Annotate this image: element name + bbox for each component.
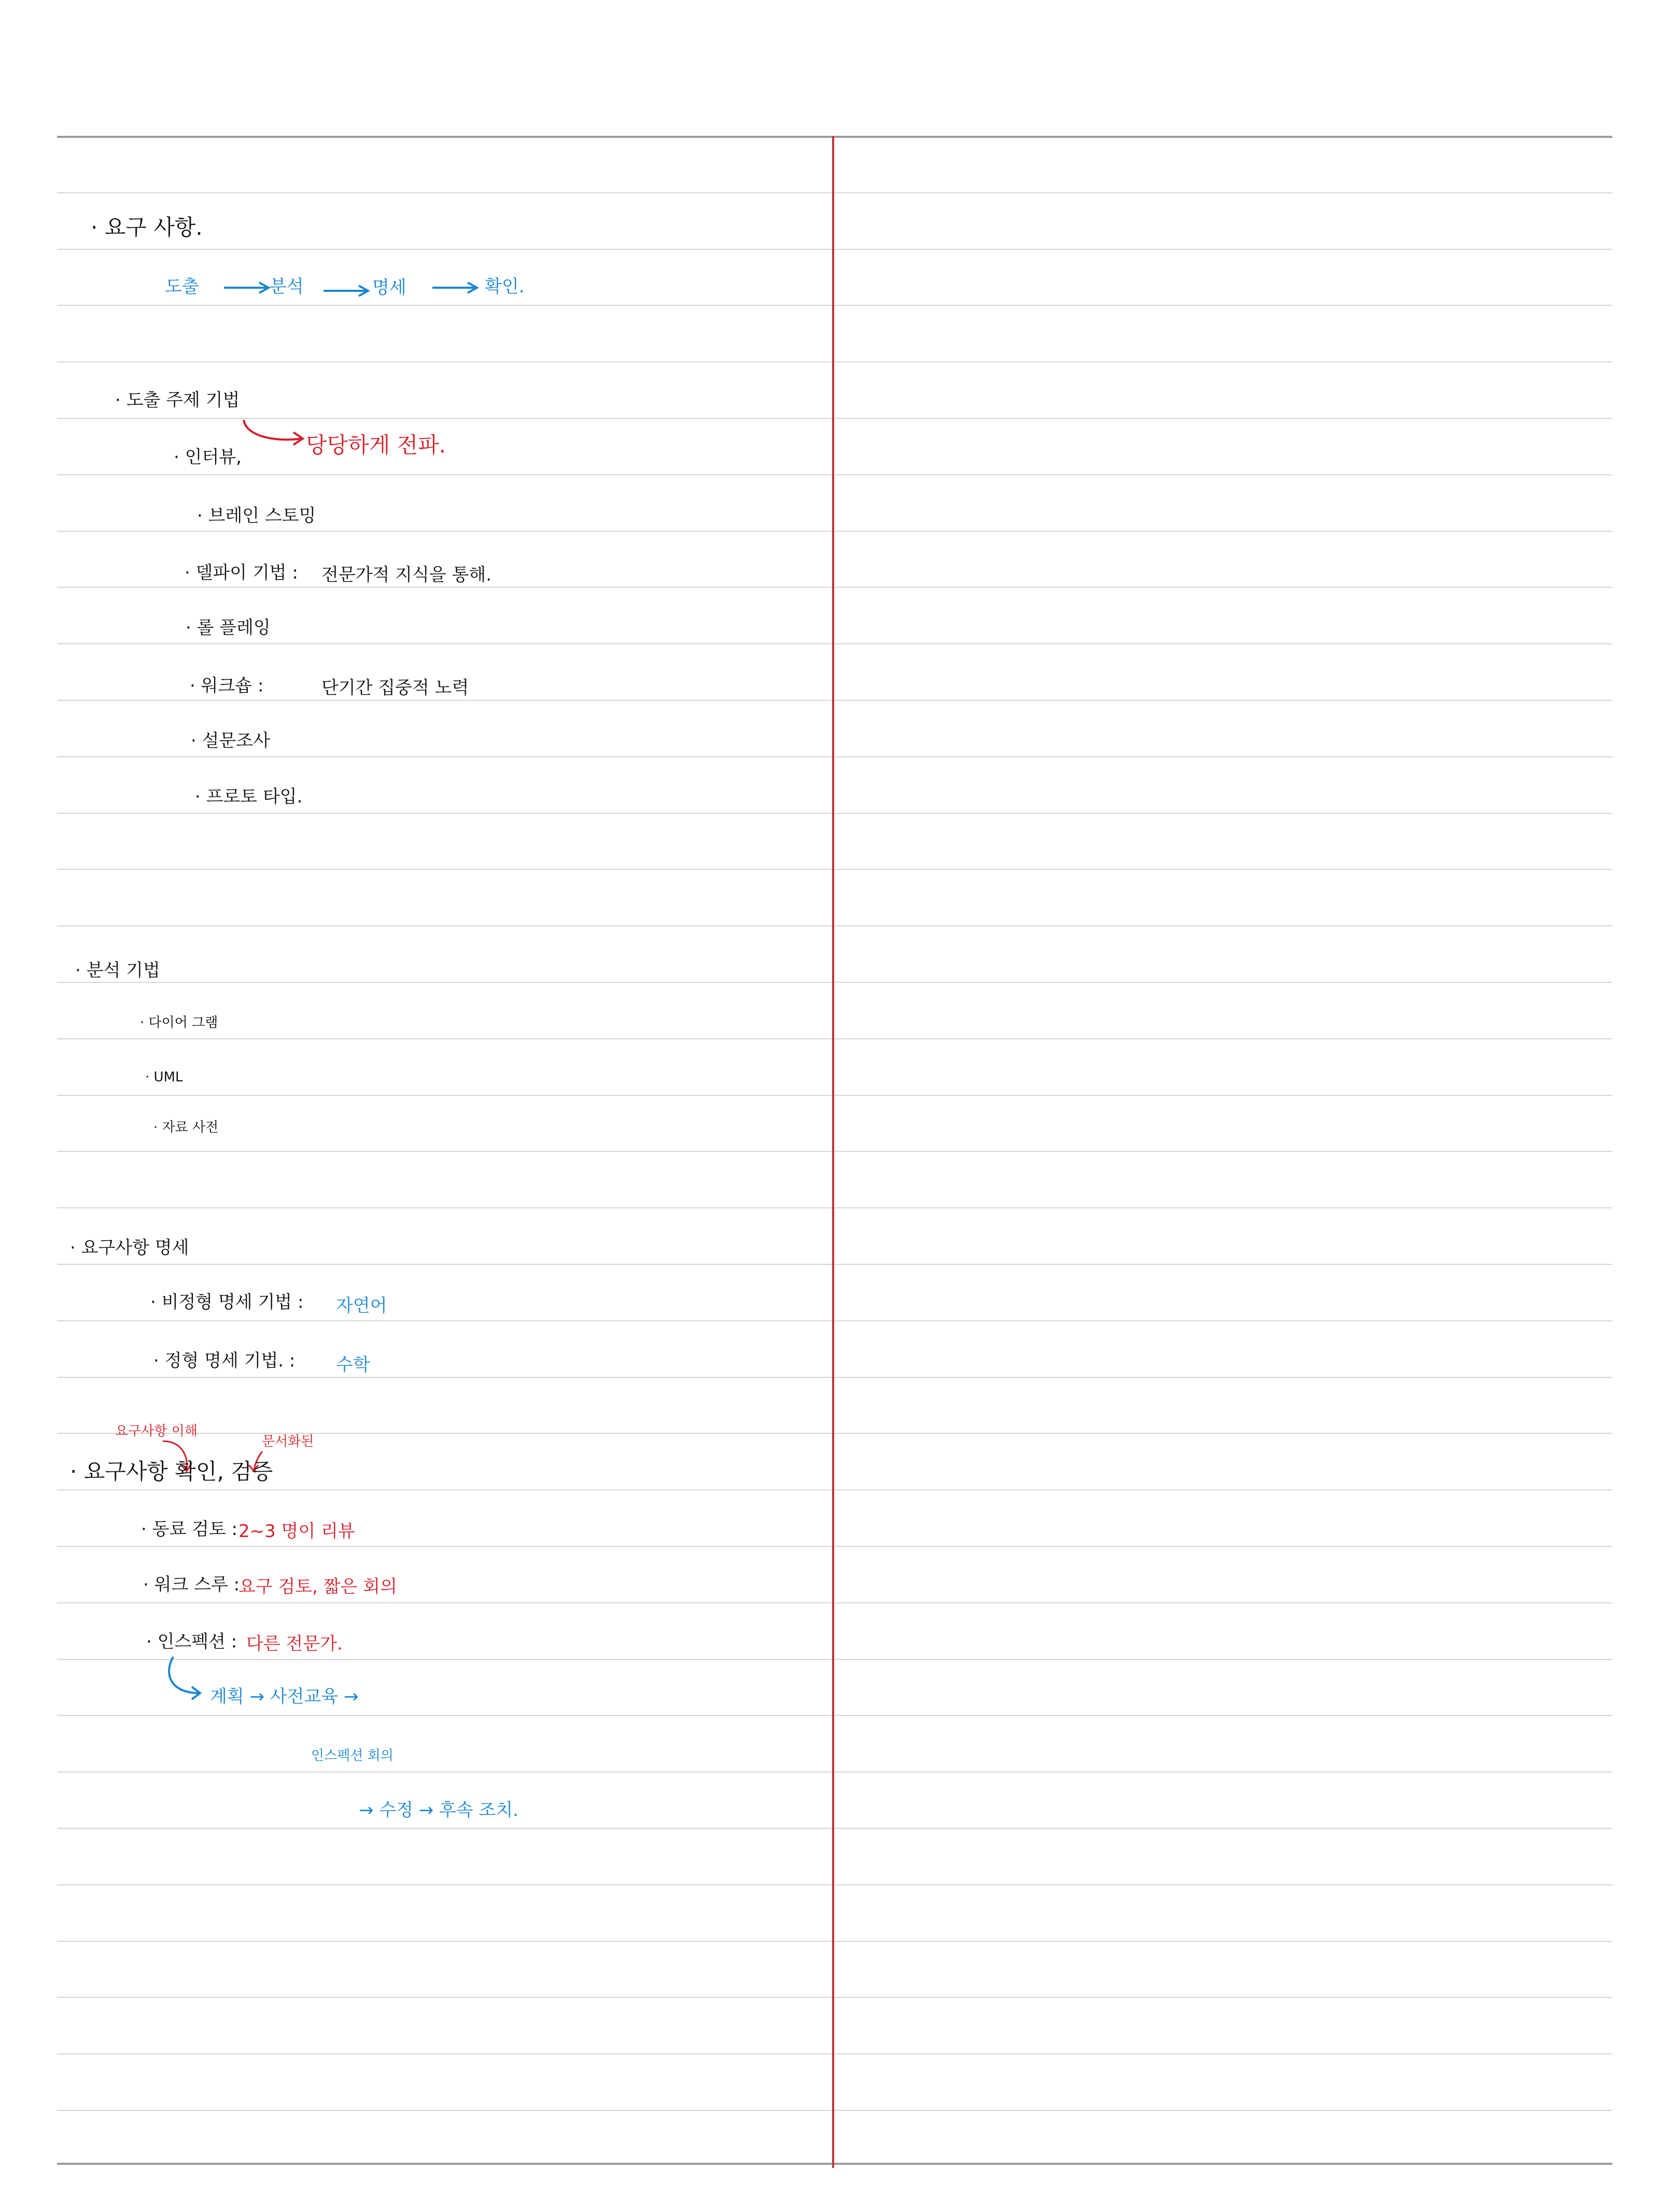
list-item: · 워크 스루 : (143, 1574, 240, 1595)
ruled-line (57, 756, 1612, 757)
arrow-right-icon (321, 283, 371, 299)
ruled-line (57, 1038, 1612, 1039)
list-item-note: 다른 전문가. (246, 1633, 343, 1654)
ruled-line (57, 700, 1612, 701)
curved-arrow-icon (165, 1655, 206, 1701)
page-border-line (57, 136, 1612, 138)
process-flow-line: 계획 → 사전교육 → (210, 1686, 359, 1707)
ruled-line (57, 1207, 1612, 1208)
ruled-line (57, 531, 1612, 532)
interview-note: 당당하게 전파. (306, 432, 446, 458)
section-elicitation-heading: · 도출 주제 기법 (115, 390, 240, 411)
ruled-line (57, 1997, 1612, 1998)
list-item: · 비정형 명세 기법 : (150, 1292, 304, 1313)
ruled-line (57, 1715, 1612, 1716)
ruled-line (57, 982, 1612, 983)
list-item-note: 자연어 (336, 1295, 387, 1316)
curved-arrow-icon (240, 418, 307, 449)
ruled-line (57, 1546, 1612, 1547)
ruled-line (57, 1771, 1612, 1772)
ruled-line (57, 1602, 1612, 1603)
list-item: · 정형 명세 기법. : (153, 1350, 296, 1371)
list-item-note: 전문가적 지식을 통해. (321, 565, 492, 585)
ruled-line (57, 1884, 1612, 1885)
ruled-line (57, 305, 1612, 306)
section-requirements-heading: · 요구 사항. (91, 215, 203, 240)
ruled-line (57, 192, 1612, 193)
list-item: · UML (145, 1069, 183, 1085)
ruled-line (57, 1151, 1612, 1152)
ruled-line (57, 643, 1612, 644)
list-item-note: 단기간 집중적 노력 (321, 678, 469, 698)
list-item: · 프로토 타입. (195, 786, 303, 807)
arrow-right-icon (430, 280, 480, 295)
ruled-line (57, 925, 1612, 926)
flow-step: 분석 (270, 276, 304, 297)
list-item-note: 수학 (336, 1355, 370, 1375)
list-item: · 브레인 스토밍 (197, 505, 316, 526)
ruled-line (57, 1320, 1612, 1321)
section-analysis-heading: · 분석 기법 (75, 960, 160, 981)
ruled-line (57, 2110, 1612, 2111)
list-item-note: 2~3 명이 리뷰 (238, 1521, 355, 1542)
ruled-line (57, 813, 1612, 814)
ruled-line (57, 1095, 1612, 1096)
ruled-line (57, 869, 1612, 870)
list-item: · 델파이 기법 : (185, 562, 298, 583)
flow-step: 도출 (165, 276, 199, 297)
ruled-line (57, 1659, 1612, 1660)
list-item: · 롤 플레잉 (186, 617, 271, 638)
process-flow-line: → 수정 → 후속 조치. (359, 1800, 519, 1821)
section-specification-heading: · 요구사항 명세 (70, 1237, 189, 1258)
list-item: · 다이어 그램 (140, 1015, 218, 1031)
flow-step: 명세 (372, 277, 406, 298)
ruled-line (57, 1828, 1612, 1829)
process-flow-line: 인스펙션 회의 (311, 1748, 393, 1764)
list-item: · 동료 검토 : (141, 1519, 238, 1540)
annotation-note: 문서화된 (262, 1434, 314, 1449)
ruled-line (57, 2053, 1612, 2054)
ruled-line (57, 1489, 1612, 1490)
arrow-right-icon (222, 280, 272, 295)
flow-step: 확인. (485, 276, 525, 297)
ruled-line (57, 1377, 1612, 1378)
page-border-line (57, 2163, 1612, 2165)
list-item: · 자료 사전 (153, 1120, 219, 1135)
ruled-line (57, 1264, 1612, 1265)
list-item: · 설문조사 (191, 730, 270, 751)
annotation-note: 요구사항 이해 (115, 1424, 198, 1439)
ruled-line (57, 1941, 1612, 1942)
list-item: · 인스펙션 : (146, 1631, 237, 1652)
margin-line (832, 136, 834, 2168)
list-item-note: 요구 검토, 짧은 회의 (238, 1576, 397, 1597)
section-verification-heading: · 요구사항 확인, 검증 (70, 1459, 273, 1484)
ruled-line (57, 587, 1612, 588)
ruled-line (57, 249, 1612, 250)
list-item: · 워크숍 : (190, 675, 264, 696)
ruled-line (57, 361, 1612, 362)
list-item: · 인터뷰, (174, 447, 242, 468)
ruled-line (57, 474, 1612, 475)
